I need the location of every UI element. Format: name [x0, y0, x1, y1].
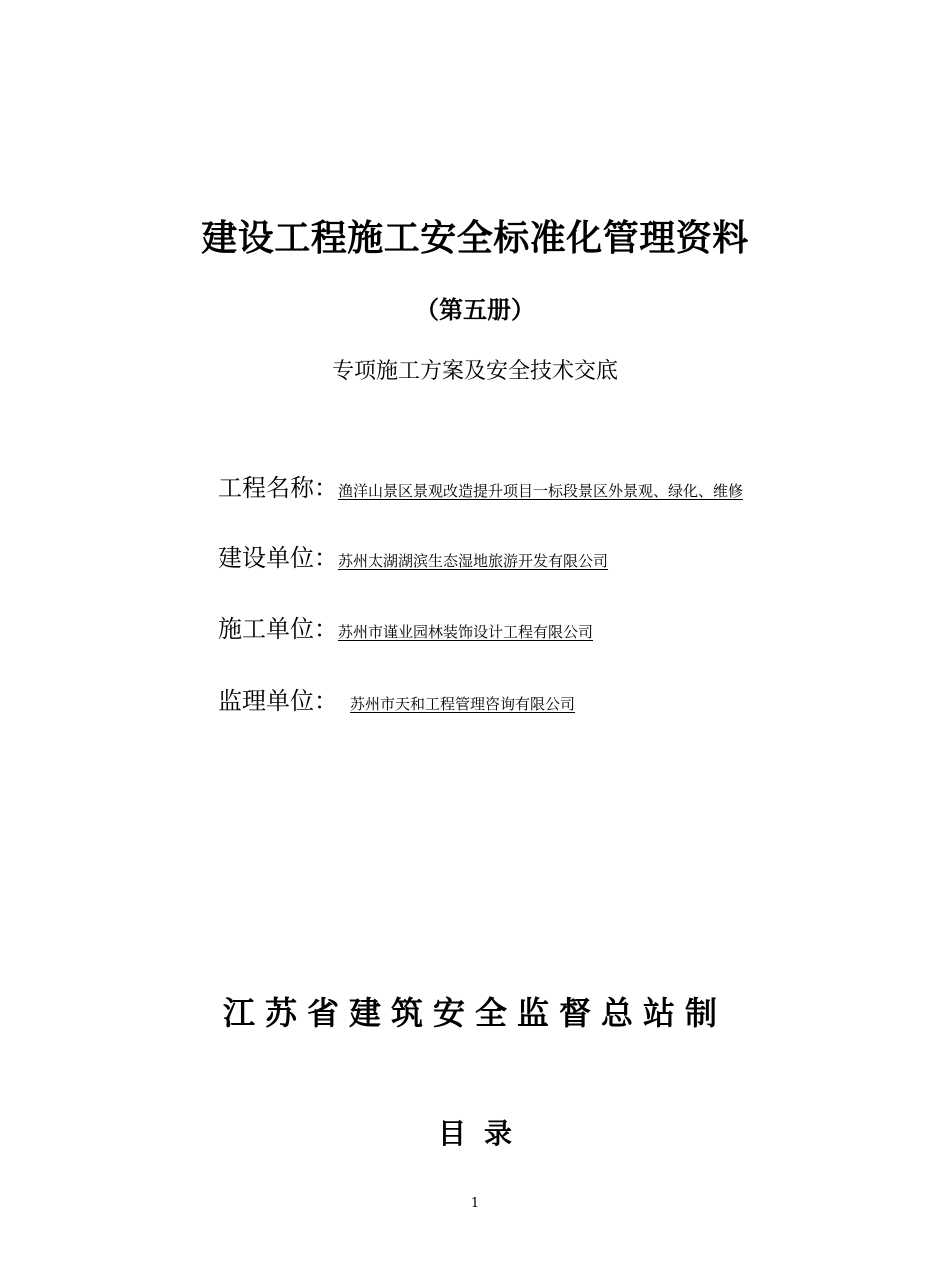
- contractor-row: [218, 614, 593, 647]
- supervisor-value: 苏州市天和工程管理咨询有限公司: [350, 695, 576, 713]
- issuer-line: 江苏省建筑安全监督总站制: [222, 994, 727, 1032]
- contractor-label: 施工单位：: [218, 615, 338, 643]
- project-name-row: [218, 473, 791, 506]
- toc-heading: 目录: [437, 1117, 530, 1150]
- supervisor-label: 监理单位：: [218, 687, 338, 715]
- page-number: 1: [470, 1196, 480, 1211]
- builder-row: [218, 543, 608, 576]
- builder-value: 苏州太湖湖滨生态湿地旅游开发有限公司: [338, 552, 609, 570]
- document-title: 建设工程施工安全标准化管理资料: [201, 218, 749, 259]
- supervisor-row: [218, 686, 575, 719]
- builder-label: 建设单位：: [218, 544, 338, 572]
- document-subtitle: 专项施工方案及安全技术交底: [331, 359, 618, 384]
- volume-label: （第五册）: [415, 296, 535, 324]
- project-name-label: 工程名称：: [218, 474, 338, 502]
- contractor-value: 苏州市谨业园林装饰设计工程有限公司: [338, 623, 594, 641]
- project-name-value: 渔洋山景区景观改造提升项目一标段景区外景观、绿化、维修: [338, 482, 744, 500]
